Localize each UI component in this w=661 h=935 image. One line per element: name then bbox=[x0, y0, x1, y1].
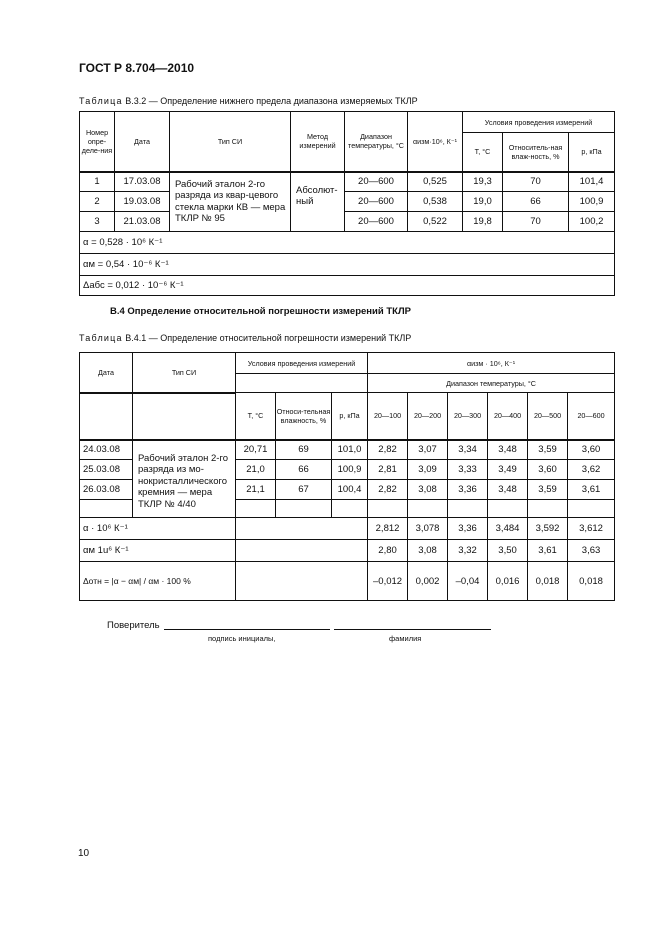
t2-r2-v2: 3,09 bbox=[408, 460, 448, 480]
t1-header-date: Дата bbox=[115, 112, 170, 172]
t1-summary-mean: α = 0,528 · 10⁶ К⁻¹ bbox=[80, 232, 615, 254]
t2-sum3-v6: 0,018 bbox=[568, 562, 615, 601]
t1-r3-hum: 70 bbox=[503, 212, 569, 232]
table2-caption-text: В.4.1 — Определение относительной погрешности измерений ТКЛР bbox=[125, 333, 412, 343]
t2-r1-t: 20,71 bbox=[236, 440, 276, 460]
t1-method-text: Абсолют-ный bbox=[291, 172, 345, 232]
section-title: В.4 Определение относительной погрешности измерений ТКЛР bbox=[110, 306, 411, 317]
t2-r2-v5: 3,60 bbox=[528, 460, 568, 480]
t1-r1-range: 20—600 bbox=[345, 172, 408, 192]
t2-sum3-empty bbox=[236, 562, 368, 601]
t2-r2-v6: 3,62 bbox=[568, 460, 615, 480]
table-row bbox=[80, 440, 615, 460]
t2-r1-hum: 69 bbox=[276, 440, 332, 460]
t2-header-range-2: 20—200 bbox=[408, 393, 448, 440]
t1-r1-p: 101,4 bbox=[569, 172, 615, 192]
t2-sum3-v3: –0,04 bbox=[448, 562, 488, 601]
table-row bbox=[80, 172, 615, 192]
t2-sum2-v6: 3,63 bbox=[568, 540, 615, 562]
t2-header-t: Т, °С bbox=[236, 393, 276, 440]
t2-sum1-v1: 2,812 bbox=[368, 518, 408, 540]
t2-r4-v1 bbox=[368, 500, 408, 518]
t2-r2-p: 100,9 bbox=[332, 460, 368, 480]
t2-sum1-v3: 3,36 bbox=[448, 518, 488, 540]
t2-sum1-v6: 3,612 bbox=[568, 518, 615, 540]
t1-header-alpha: αизм·10⁶, К⁻¹ bbox=[408, 112, 463, 172]
t1-header-type: Тип СИ bbox=[170, 112, 291, 172]
t2-sum2-v2: 3,08 bbox=[408, 540, 448, 562]
t1-header-t: Т, °С bbox=[463, 133, 503, 172]
table1 bbox=[79, 111, 615, 296]
t2-r4-v2 bbox=[408, 500, 448, 518]
t1-r2-alpha: 0,538 bbox=[408, 192, 463, 212]
t2-r1-v3: 3,34 bbox=[448, 440, 488, 460]
t2-r3-date: 26.03.08 bbox=[80, 480, 133, 500]
t2-header-range-6: 20—600 bbox=[568, 393, 615, 440]
t2-sum1-v2: 3,078 bbox=[408, 518, 448, 540]
t2-sum3-v4: 0,016 bbox=[488, 562, 528, 601]
t2-header-range: Диапазон температуры, °С bbox=[368, 374, 615, 393]
t2-r1-v4: 3,48 bbox=[488, 440, 528, 460]
t2-header-date: Дата bbox=[80, 353, 133, 393]
t1-r3-range: 20—600 bbox=[345, 212, 408, 232]
t2-r3-v3: 3,36 bbox=[448, 480, 488, 500]
t2-r1-v5: 3,59 bbox=[528, 440, 568, 460]
t1-r2-date: 19.03.08 bbox=[115, 192, 170, 212]
t2-sum1-v4: 3,484 bbox=[488, 518, 528, 540]
t2-header-date-cont bbox=[80, 393, 133, 440]
t1-r3-t: 19,8 bbox=[463, 212, 503, 232]
t1-r3-date: 21.03.08 bbox=[115, 212, 170, 232]
t2-r4-v3 bbox=[448, 500, 488, 518]
t1-summary-alpha-m: αм = 0,54 · 10⁻⁶ К⁻¹ bbox=[80, 254, 615, 276]
table1-caption-text: В.3.2 — Определение нижнего предела диапазона измеряемых ТКЛР bbox=[125, 96, 418, 106]
table-row bbox=[80, 212, 615, 232]
t2-header-range-5: 20—500 bbox=[528, 393, 568, 440]
t2-header-alpha: αизм · 10⁶, К⁻¹ bbox=[368, 353, 615, 374]
t2-sum3-v2: 0,002 bbox=[408, 562, 448, 601]
t2-sum3-v5: 0,018 bbox=[528, 562, 568, 601]
t2-r2-date: 25.03.08 bbox=[80, 460, 133, 480]
table2-caption bbox=[79, 333, 411, 343]
t1-r3-alpha: 0,522 bbox=[408, 212, 463, 232]
t2-header-conditions-spacer bbox=[236, 374, 368, 393]
t1-header-p: р, кПа bbox=[569, 133, 615, 172]
t2-r2-v3: 3,33 bbox=[448, 460, 488, 480]
t1-header-method: Метод измерений bbox=[291, 112, 345, 172]
table-row bbox=[80, 518, 615, 540]
t1-header-conditions: Условия проведения измерений bbox=[463, 112, 615, 133]
signature-label: Поверитель bbox=[107, 620, 160, 631]
t2-sum2-empty bbox=[236, 540, 368, 562]
t2-r2-v1: 2,81 bbox=[368, 460, 408, 480]
t1-header-range: Диапазон температуры, °С bbox=[345, 112, 408, 172]
table-row bbox=[80, 192, 615, 212]
t2-header-type: Тип СИ bbox=[133, 353, 236, 393]
t2-r1-v6: 3,60 bbox=[568, 440, 615, 460]
t2-r3-v5: 3,59 bbox=[528, 480, 568, 500]
t1-header-number: Номер опре-деле-ния bbox=[80, 112, 115, 172]
t2-header-p: р, кПа bbox=[332, 393, 368, 440]
signature-line bbox=[164, 629, 330, 630]
t2-sum1-v5: 3,592 bbox=[528, 518, 568, 540]
t1-r1-hum: 70 bbox=[503, 172, 569, 192]
t2-r4-hum bbox=[276, 500, 332, 518]
t1-r1-t: 19,3 bbox=[463, 172, 503, 192]
t2-r4-v5 bbox=[528, 500, 568, 518]
t1-r2-p: 100,9 bbox=[569, 192, 615, 212]
t2-r3-v6: 3,61 bbox=[568, 480, 615, 500]
t2-r4-date bbox=[80, 500, 133, 518]
t2-r1-v1: 2,82 bbox=[368, 440, 408, 460]
t2-r2-hum: 66 bbox=[276, 460, 332, 480]
t2-sum2-v3: 3,32 bbox=[448, 540, 488, 562]
t1-r1-alpha: 0,525 bbox=[408, 172, 463, 192]
t2-sum3-v1: –0,012 bbox=[368, 562, 408, 601]
t2-r3-hum: 67 bbox=[276, 480, 332, 500]
t2-r4-v6 bbox=[568, 500, 615, 518]
t1-r2-hum: 66 bbox=[503, 192, 569, 212]
t2-sum2-v1: 2,80 bbox=[368, 540, 408, 562]
t2-r3-v1: 2,82 bbox=[368, 480, 408, 500]
t1-r2-t: 19,0 bbox=[463, 192, 503, 212]
t2-r4-p bbox=[332, 500, 368, 518]
page-number: 10 bbox=[78, 848, 90, 859]
t1-r1-n: 1 bbox=[80, 172, 115, 192]
surname-caption: фамилия bbox=[389, 634, 422, 643]
t2-header-range-4: 20—400 bbox=[488, 393, 528, 440]
t1-r1-date: 17.03.08 bbox=[115, 172, 170, 192]
t2-sum2-v5: 3,61 bbox=[528, 540, 568, 562]
t1-r2-n: 2 bbox=[80, 192, 115, 212]
t2-header-range-1: 20—100 bbox=[368, 393, 408, 440]
t2-sum2-v4: 3,50 bbox=[488, 540, 528, 562]
t2-header-range-3: 20—300 bbox=[448, 393, 488, 440]
t2-r1-date: 24.03.08 bbox=[80, 440, 133, 460]
t1-summary-delta: Δабс = 0,012 · 10⁻⁶ К⁻¹ bbox=[80, 276, 615, 296]
t2-type-text: Рабочий эталон 2-го разряда из мо-нокристаллического кремния — мера ТКЛР № 4/40 bbox=[133, 440, 236, 518]
t1-r3-n: 3 bbox=[80, 212, 115, 232]
t2-r1-v2: 3,07 bbox=[408, 440, 448, 460]
table1-caption bbox=[79, 96, 418, 106]
t1-r3-p: 100,2 bbox=[569, 212, 615, 232]
table-row bbox=[80, 540, 615, 562]
table2 bbox=[79, 352, 615, 601]
t2-r4-v4 bbox=[488, 500, 528, 518]
t2-r2-v4: 3,49 bbox=[488, 460, 528, 480]
t2-r2-t: 21,0 bbox=[236, 460, 276, 480]
signature-caption: подпись инициалы, bbox=[208, 634, 276, 643]
t2-r1-p: 101,0 bbox=[332, 440, 368, 460]
t2-sum1-label: α · 10⁶ К⁻¹ bbox=[80, 518, 236, 540]
t2-r4-t bbox=[236, 500, 276, 518]
t2-r3-v4: 3,48 bbox=[488, 480, 528, 500]
document-header: ГОСТ Р 8.704—2010 bbox=[79, 61, 195, 75]
t2-r3-p: 100,4 bbox=[332, 480, 368, 500]
t2-sum2-label: αм 1u⁶ К⁻¹ bbox=[80, 540, 236, 562]
surname-line bbox=[334, 629, 491, 630]
t2-sum3-label: Δотн = |α − αм| / αм · 100 % bbox=[80, 562, 236, 601]
table-row bbox=[80, 562, 615, 601]
t2-r3-t: 21,1 bbox=[236, 480, 276, 500]
t1-type-text: Рабочий эталон 2-го разряда из квар-цевого стекла марки КВ — мера ТКЛР № 95 bbox=[170, 172, 291, 232]
t1-header-humidity: Относитель-ная влаж-ность, % bbox=[503, 133, 569, 172]
t2-sum1-empty bbox=[236, 518, 368, 540]
table1-caption-label: Таблица bbox=[79, 96, 123, 106]
table2-caption-label: Таблица bbox=[79, 333, 123, 343]
t2-header-conditions: Условия проведения измерений bbox=[236, 353, 368, 374]
t1-r2-range: 20—600 bbox=[345, 192, 408, 212]
t2-r3-v2: 3,08 bbox=[408, 480, 448, 500]
t2-header-type-cont bbox=[133, 393, 236, 440]
t2-header-humidity: Относи-тельная влажность, % bbox=[276, 393, 332, 440]
